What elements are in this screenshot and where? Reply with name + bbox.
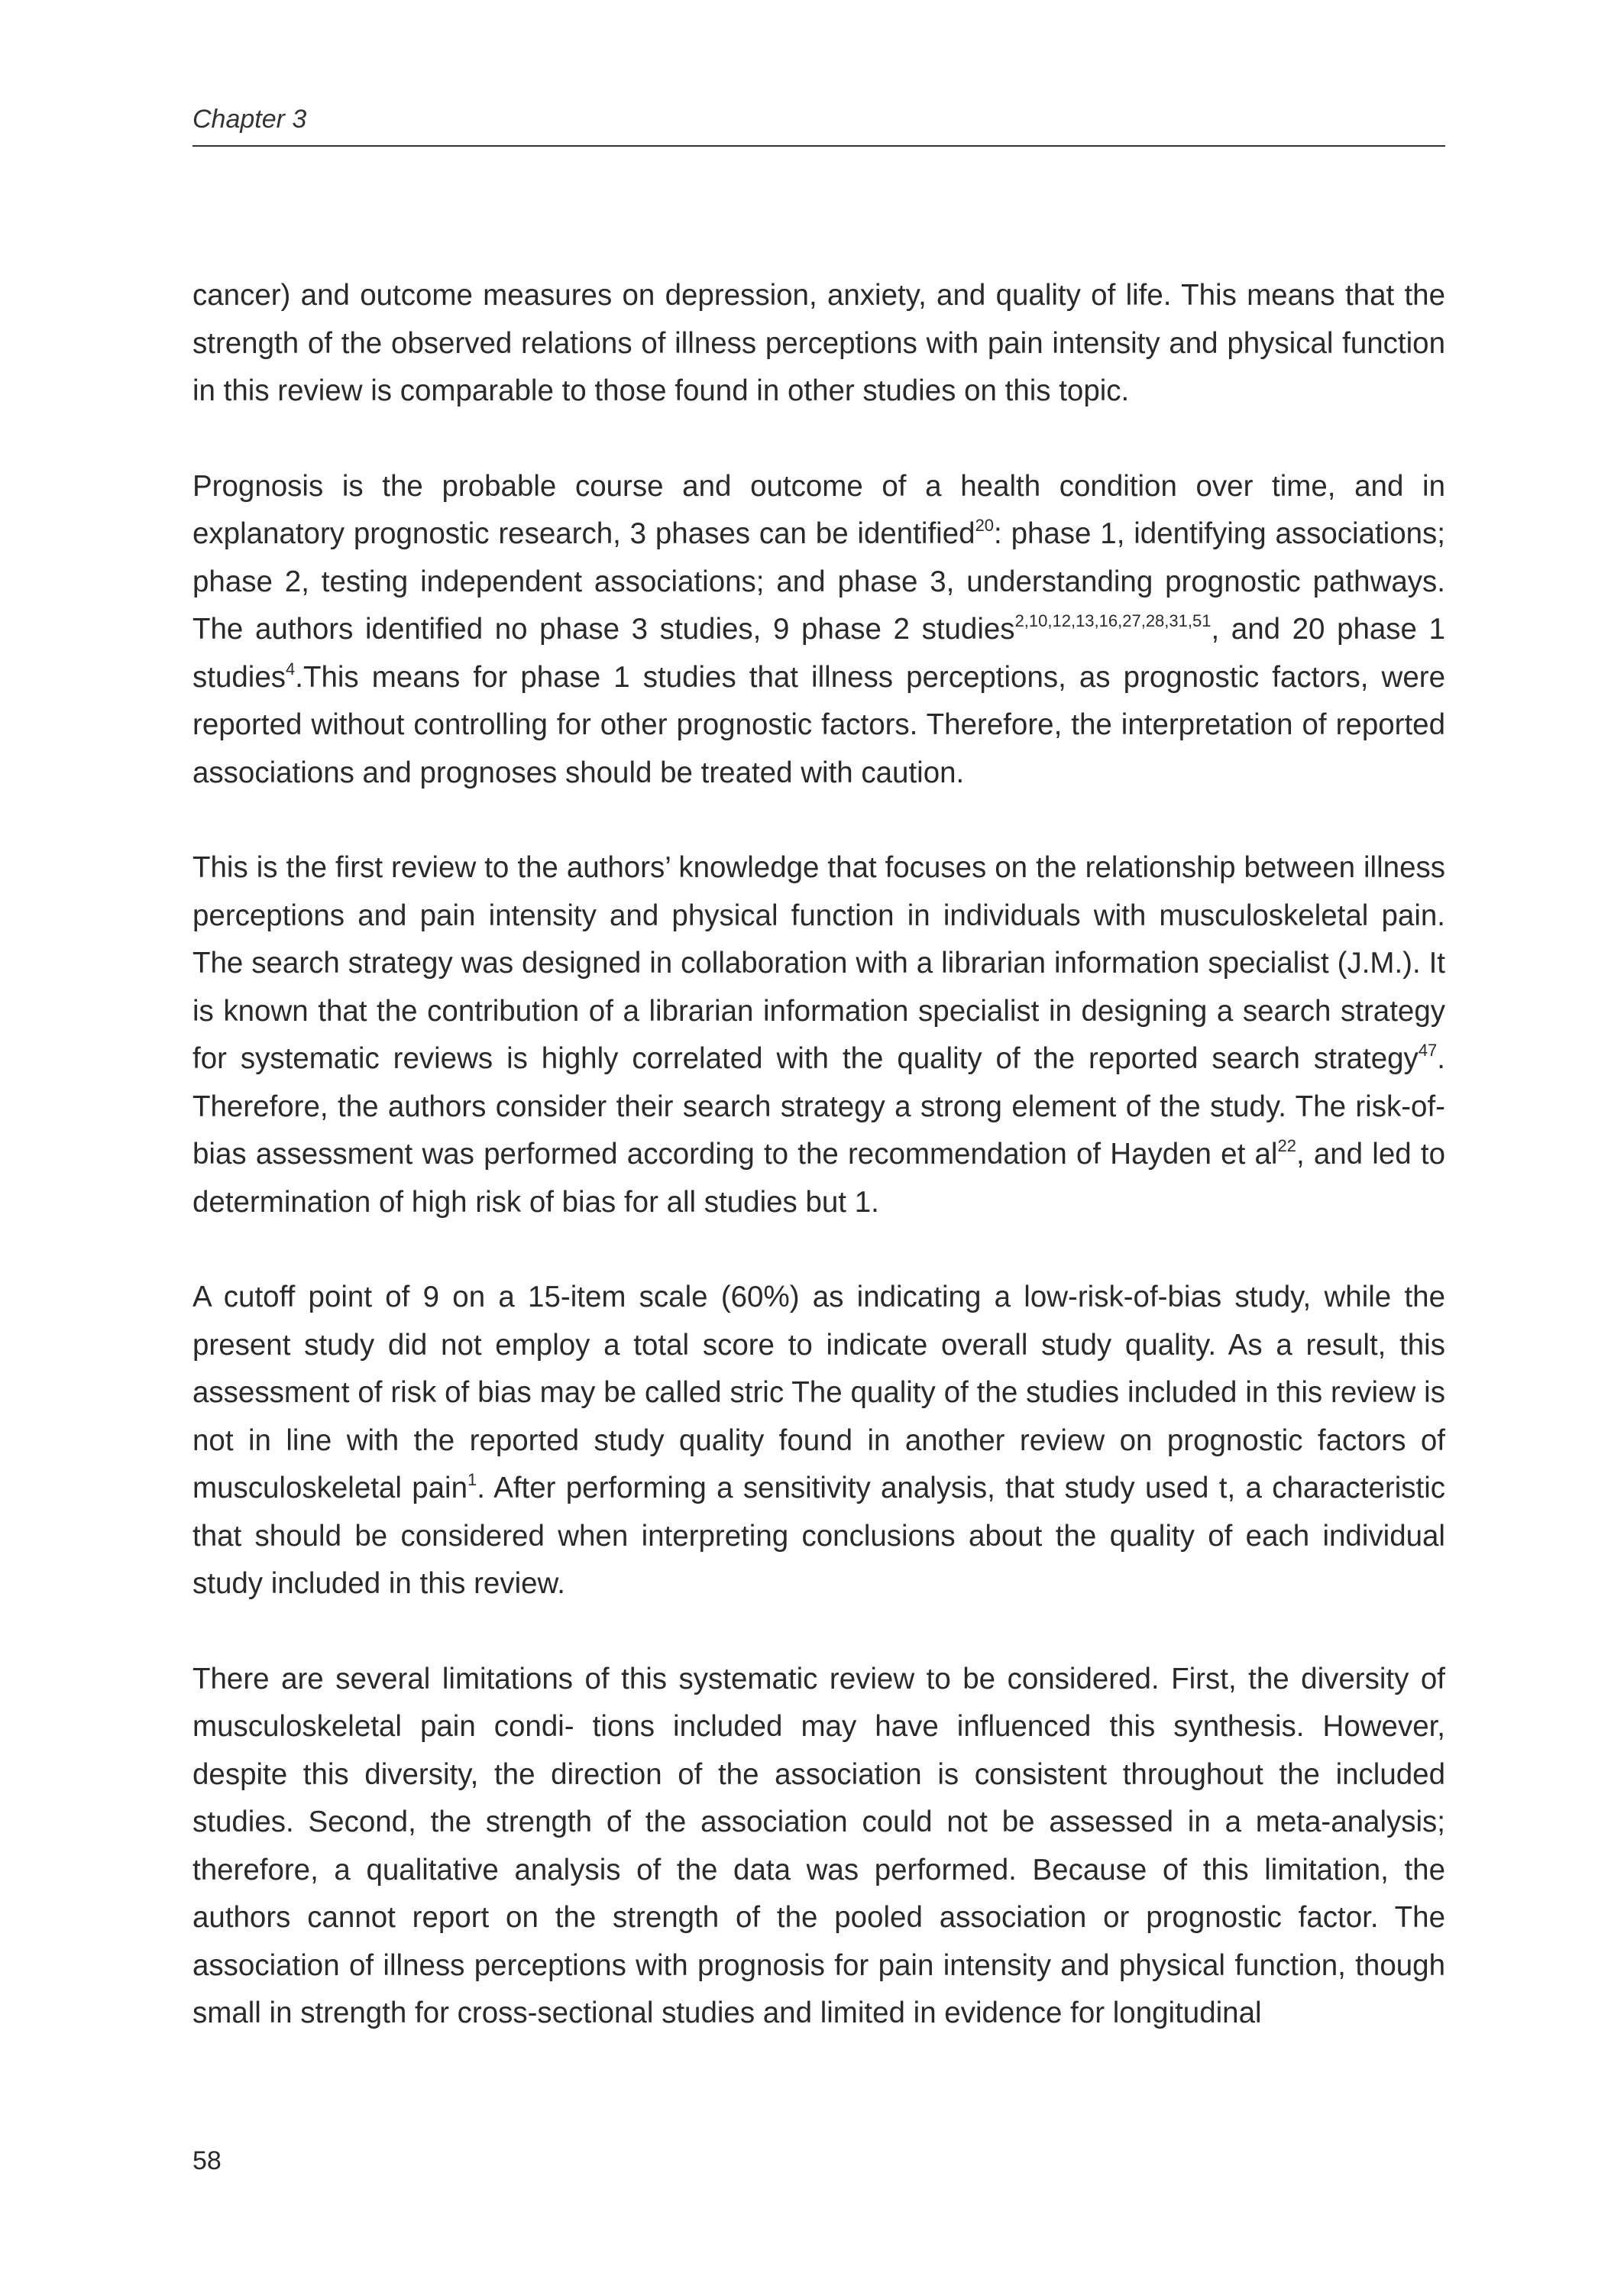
paragraph-2 — [192, 463, 1445, 798]
paragraph-text: , and led to determination of high risk of bias for all studies but 1. — [192, 1138, 1445, 1219]
citation-superscript: 2,10,12,13,16,27,28,31,51 — [1014, 611, 1212, 630]
paragraph-text: , and 20 phase 1 studies — [192, 613, 1445, 694]
paragraph-text: There are several limitations of this systematic review to be considered. First, the diversity of musculoskeletal pain condi- tions included may have influenced this synthesis. However, despite this diversity, the direction of the association is consistent throughout the included studies. Second, the strength of the association could not be assessed in a meta-analysis; therefore, a qualitative analysis of the data was performed. Because of this limitation, the authors cannot report on the strength of the pooled association or prognostic factor. The association of illness perceptions with prognosis for pain intensity and physical function, though small in strength for cross-sectional studies and limited in evidence for longitudinal — [192, 1662, 1445, 2029]
paragraph-text: cancer) and outcome measures on depression, anxiety, and quality of life. This means that the strength of the observed relations of illness perceptions with pain intensity and physical function in this review is comparable to those found in other studies on this topic. — [192, 279, 1445, 407]
paragraph-text: . Therefore, the authors consider their search strategy a strong element of the study. The risk-of-bias assessment was performed according to the recommendation of Hayden et al — [192, 1042, 1445, 1171]
paragraph-text: A cutoff point of 9 on a 15-item scale (60%) as indicating a low-risk-of-bias study, while the present study did not employ a total score to indicate overall study quality. As a result, this assessment of risk of bias may be called stric The quality of the studies included in this review is not in line with the reported study quality found in another review on prognostic factors of musculoskeletal pain — [192, 1281, 1445, 1504]
body-text — [192, 272, 1445, 2085]
citation-superscript: 22 — [1277, 1136, 1296, 1155]
paragraph-5 — [192, 1656, 1445, 2038]
paragraph-text: This is the first review to the authors’ knowledge that focuses on the relationship between illness perceptions and pain intensity and physical function in individuals with musculoskeletal pain. The search strategy was designed in collaboration with a librarian information specialist (J.M.). It is known that the contribution of a librarian information specialist in designing a search strategy for systematic reviews is highly correlated with the quality of the reported search strategy — [192, 851, 1445, 1075]
running-header — [192, 101, 1445, 147]
paragraph-1 — [192, 272, 1445, 416]
paragraph-text: Prognosis is the probable course and outcome of a health condition over time, and in explanatory prognostic research, 3 phases can be identified — [192, 469, 1445, 550]
citation-superscript: 20 — [975, 516, 995, 535]
citation-superscript: 47 — [1418, 1041, 1438, 1060]
chapter-title: Chapter 3 — [192, 105, 307, 134]
paragraph-text: .This means for phase 1 studies that illness perceptions, as prognostic factors, were reported without controlling for other prognostic factors. Therefore, the interpretation of reported associations and prognoses should be treated with caution. — [192, 660, 1445, 789]
page-number: 58 — [192, 2146, 222, 2175]
citation-superscript: 4 — [286, 659, 296, 679]
citation-superscript: 1 — [467, 1470, 477, 1489]
paragraph-text: . After performing a sensitivity analysis, that study used t, a characteristic that should be considered when interpreting conclusions about the quality of each individual study included in this review. — [192, 1472, 1445, 1600]
paragraph-3 — [192, 844, 1445, 1226]
paragraph-4 — [192, 1274, 1445, 1608]
paragraph-text: : phase 1, identifying associations; phase 2, testing independent associations; and phase 3, understanding prognostic pathways. The authors identified no phase 3 studies, 9 phase 2 studies — [192, 517, 1445, 646]
